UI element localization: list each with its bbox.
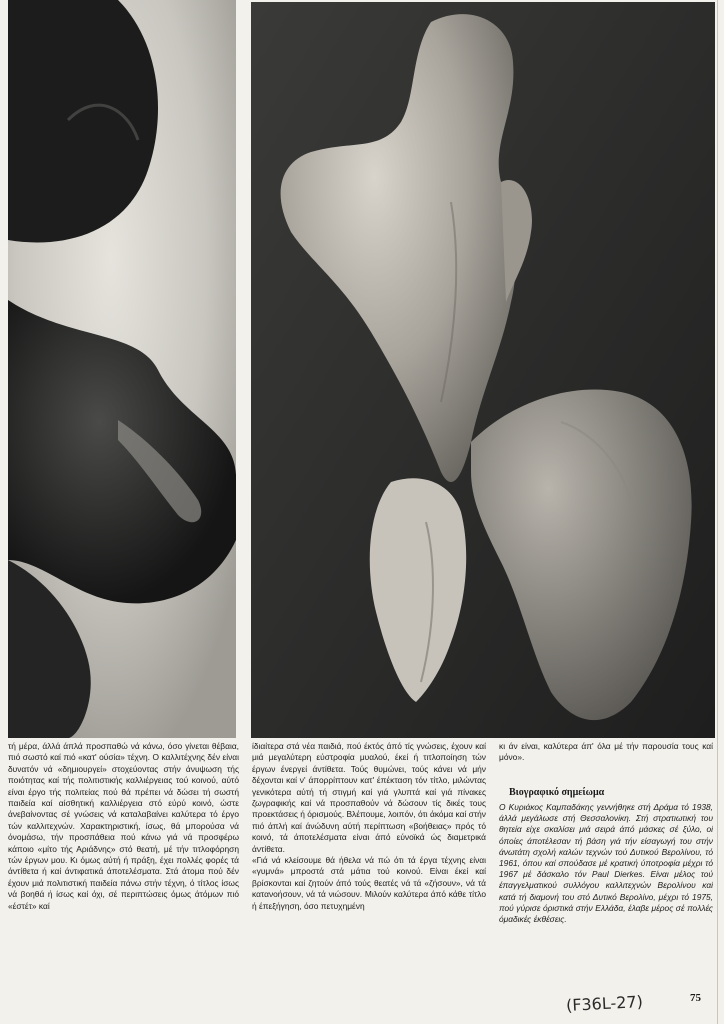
sculpture-detail-photo	[8, 0, 236, 738]
sculpture-figure-photo	[251, 2, 715, 738]
bio-heading: Βιογραφικό σημείωμα	[509, 787, 605, 798]
bio-text: Ο Κυριάκος Καμπαδάκης γεννήθηκε στή Δράμα τό 1938, άλλά μεγάλωσε στή Θεσσαλονίκη. Στή στρατιωτική του θητεία είχε σκαλίσει μιά σειρά άπό μάσκες σέ ξύλο, οί όποίες άποτέλεσαν τή βάση γιά τήν είσαγωγή του στήν άνωτάτη σχολή καλών τεχνών τού Δυτικού Βερολίνου, τό 1961, όπου καί σπούδασε μέ κρατική ύποτροφία μέχρι τό 1967 μέ δάσκαλο τόν Paul Dierkes. Είναι μέλος τού έπαγγελματικού συλλόγου καλλιτεχνών Βερολίνου καί κατά τή διαμονή του στό Δυτικό Βερολίνο, μέχρι τό 1975, πού γύρισε όριστικά στήν Ελλάδα, έλαβε μέρος σέ πολλές όμαδικές έκθέσεις.	[499, 802, 713, 925]
sculpture-detail-image	[8, 0, 236, 738]
article-column-1: τή μέρα, άλλά άπλά προσπαθώ νά κάνω, όσο γίνεται θέβαια, πιό σωστό καί πιό «κατ' ούσία» τέχνη. Ο καλλιτέχνης δέν είναι δυνατόν νά «δημιουργεί» στοχεύοντας στήν άνυψωση τής ποιότητας καί τής πολιτιστικής καλλιέργειας τού κοινού, αύτό είναι έργο τής πολιτείας πού θά πρέπει νά δώσει τή σωστή παιδεία καί αίσθητική καλλιέργεια στό εύρύ κοινό, ώστε άνεβαίνοντας σέ γνώσεις νά καταλαβαίνει καλύτερα τό έργο τών καλλιτεχνών. Χαρακτηριστική, ίσως, θά μπορούσα νά όνομάσω, τήν προσπάθεια πού κάνω γιά νά προσφέρω κάποιο «μίτο τής Αριάδνης» στό θεατή, μέ τήν τιτλοφόρηση τών έργων μου. Κι όμως αύτή ή πράξη, έχει πολλές φορές τά άντίθετα ή καί άντιφατικά άποτελέσματα. Στά άτομα πού δέν έχουν μιά πολιτιστική παιδεία πάνω στήν τέχνη, ό τίτλος ίσως νά βοηθά ή ίσως καί όχι, σέ περιπτώσεις όμως άτόμων πιό «έστέτ» καί	[8, 741, 239, 911]
sculpture-figure-image	[251, 2, 715, 738]
page-number: 75	[690, 992, 701, 1004]
article-column-3-ending: κι άν είναι, καλύτερα άπ' όλα μέ τήν παρουσία τους καί μόνο».	[499, 741, 713, 763]
article-column-2: ίδιαίτερα στά νέα παιδιά, πού έκτός άπό τίς γνώσεις, έχουν καί μιά μεγαλύτερη εύστροφία μυαλού, έκεί ή τιτλοποίηση τών έργων ένεργεί άντίθετα. Τούς θυμώνει, τούς κάνει νά μήν δέχονται καί ν' άπορρίπτουν κατ' έπέκταση τόν τίτλο, μιλώντας γενικότερα αύτή τή στιγμή καί γιά γλυπτά καί γιά πίνακες ζωγραφικής καί νά προσπαθούν νά δώσουν τίς δικές τους προεκτάσεις ή όρισμούς. Βλέπουμε, λοιπόν, ότι άκόμα καί στήν πιό άπλή καί άνώδυνη αύτή περίπτωση «βοήθειας» πρός τό κοινό, τά άποτελέσματα είναι άπό εύνοϊκά ώς διαμετρικά άντίθετα. «Γιά νά κλείσουμε θά ήθελα νά πώ ότι τά έργα τέχνης είναι «γυμνά» μπροστά στά μάτια τού κοινού. Είναι έκεί καί βρίσκονται καί ζητούν άπό τούς θεατές νά τά «ζήσουν», νά τά κατανοήσουν, νά τά νιώσουν. Μιλούν καλύτερα άπό κάθε τίτλο ή έπεξήγηση, όσο πετυχημένη	[252, 741, 486, 911]
page-edge-line	[717, 0, 718, 1024]
handwritten-archive-mark: (F36L-27)	[565, 992, 644, 1015]
